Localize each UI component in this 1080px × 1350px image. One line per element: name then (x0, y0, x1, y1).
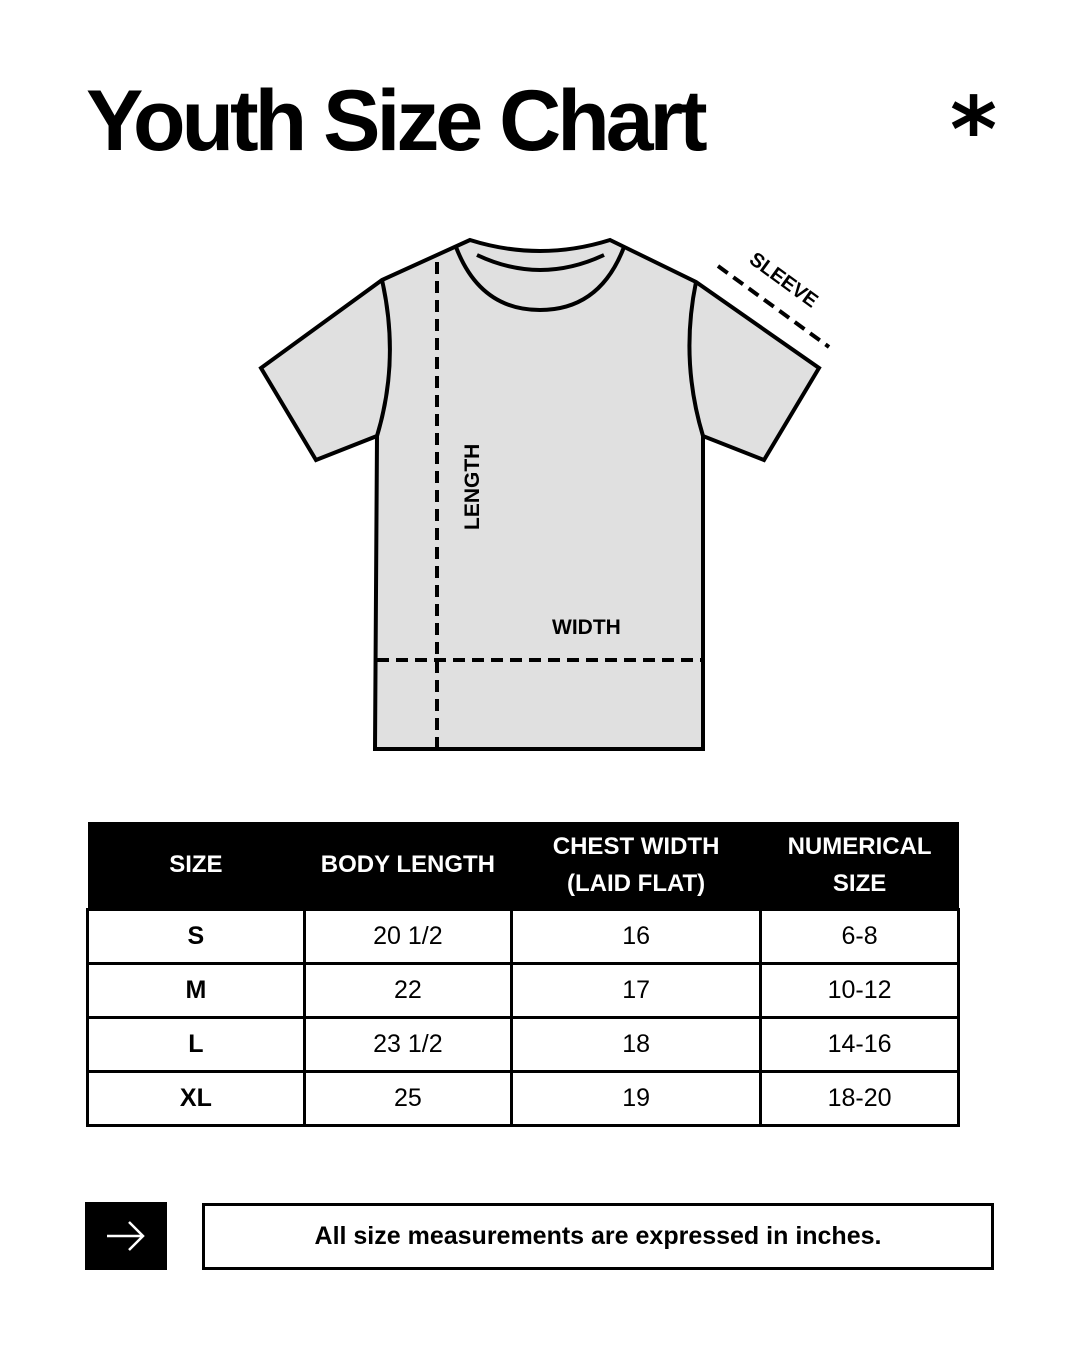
header-body-length: BODY LENGTH (304, 822, 511, 909)
sleeve-label: SLEEVE (745, 248, 822, 313)
body-length-cell: 23 1/2 (304, 1017, 511, 1071)
numerical-size-cell: 14-16 (761, 1017, 959, 1071)
chest-width-cell: 18 (512, 1017, 761, 1071)
page-title: Youth Size Chart (86, 73, 704, 169)
size-cell: S (88, 909, 305, 963)
chest-width-cell: 19 (512, 1071, 761, 1125)
body-length-cell: 25 (304, 1071, 511, 1125)
table-header-row (88, 822, 959, 909)
table-row (88, 909, 959, 963)
header-numerical-size: NUMERICAL SIZE (761, 822, 959, 909)
chest-width-cell: 17 (512, 963, 761, 1017)
size-cell: M (88, 963, 305, 1017)
body-length-cell: 20 1/2 (304, 909, 511, 963)
numerical-size-cell: 10-12 (761, 963, 959, 1017)
asterisk-icon: * (950, 78, 998, 183)
length-label: LENGTH (461, 443, 484, 530)
numerical-size-cell: 6-8 (761, 909, 959, 963)
size-table (86, 822, 960, 1127)
size-cell: XL (88, 1071, 305, 1125)
header-chest-width: CHEST WIDTH (LAID FLAT) (512, 822, 761, 909)
chest-width-cell: 16 (512, 909, 761, 963)
shirt-outline (261, 240, 819, 749)
arrow-box (85, 1202, 167, 1270)
width-label: WIDTH (552, 616, 621, 639)
arrow-right-icon (105, 1220, 147, 1252)
measurement-note: All size measurements are expressed in inches. (202, 1203, 994, 1270)
numerical-size-cell: 18-20 (761, 1071, 959, 1125)
table-row (88, 1017, 959, 1071)
table-row (88, 963, 959, 1017)
body-length-cell: 22 (304, 963, 511, 1017)
table-row (88, 1071, 959, 1125)
size-cell: L (88, 1017, 305, 1071)
header-size: SIZE (88, 822, 305, 909)
